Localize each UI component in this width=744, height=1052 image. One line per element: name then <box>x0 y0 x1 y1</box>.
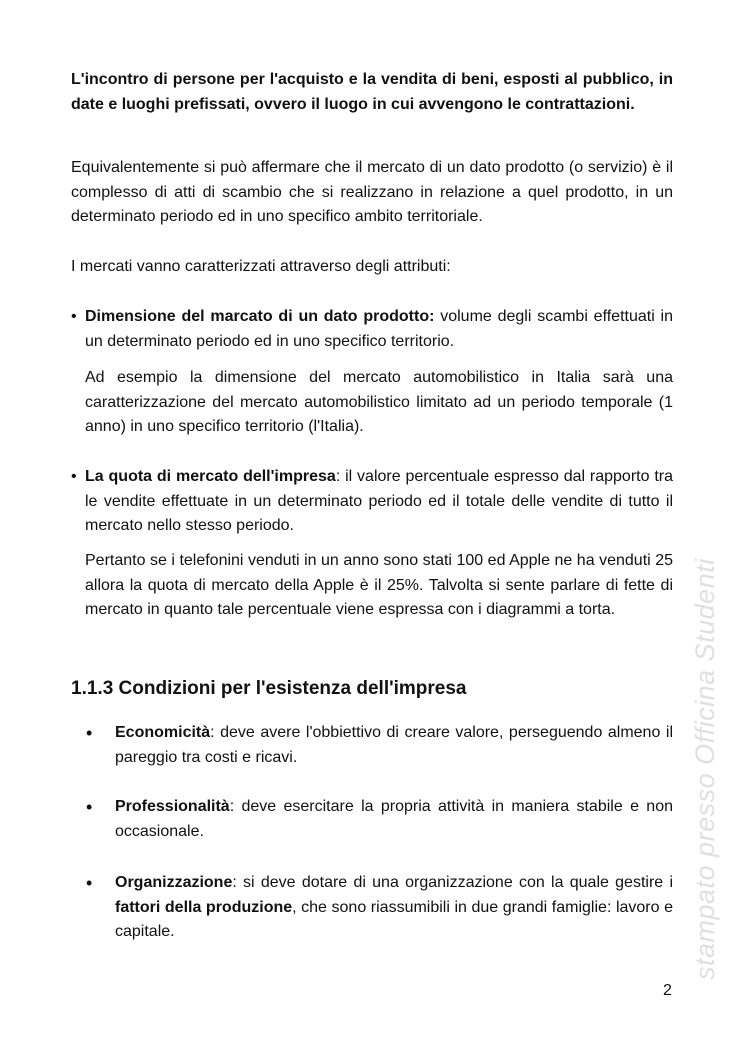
page-number: 2 <box>663 982 672 999</box>
attribute-item-dimension <box>85 305 673 354</box>
attribute-term: La quota di mercato dell'impresa <box>85 468 336 485</box>
condition-text: : si deve dotare di una organizzazione con la quale gestire i <box>232 874 673 891</box>
condition-term: Organizzazione <box>115 874 233 891</box>
bullet-icon: • <box>71 308 77 325</box>
condition-item-professionalita <box>115 795 673 844</box>
attribute-text: : il valore percentuale espresso dal rapporto tra le vendite effettuate in un determinato periodo ed il totale delle vendite di tutto il mercato nello stesso periodo. <box>85 468 674 534</box>
condition-text: : deve avere l'obbiettivo di creare valore, perseguendo almeno il pareggio tra costi e ricavi. <box>115 724 673 766</box>
condition-item-organizzazione <box>115 871 673 945</box>
bullet-icon: • <box>86 723 93 743</box>
condition-item-economicita <box>115 721 673 770</box>
attribute-example-dimension: Ad esempio la dimensione del mercato automobilistico in Italia sarà una caratterizzazione del mercato automobilistico limitato ad un periodo temporale (1 anno) in uno specifico territorio (l'Italia). <box>85 369 673 435</box>
attribute-term: Dimensione del marcato di un dato prodotto: <box>85 308 435 325</box>
attributes-lead: I mercati vanno caratterizzati attraverso degli attributi: <box>71 258 451 275</box>
market-equivalence-paragraph: Equivalentemente si può affermare che il mercato di un dato prodotto (o servizio) è il complesso di atti di scambio che si realizzano in relazione a quel prodotto, in un determinato periodo ed in uno specifico ambito territoriale. <box>71 159 673 225</box>
attribute-text: volume degli scambi effettuati in un determinato periodo ed in uno specifico territorio. <box>85 308 674 350</box>
condition-term: Professionalità <box>115 798 230 815</box>
attribute-example-market-share: Pertanto se i telefonini venduti in un anno sono stati 100 ed Apple ne ha venduti 25 allora la quota di mercato della Apple è il 25%. Talvolta si sente parlare di fette di mercato in quanto tale percentuale viene espressa con i diagrammi a torta. <box>85 552 673 618</box>
condition-text: : deve esercitare la propria attività in maniera stabile e non occasionale. <box>115 798 673 840</box>
section-heading: 1.1.3 Condizioni per l'esistenza dell'impresa <box>71 678 467 699</box>
attribute-item-market-share <box>85 465 673 539</box>
condition-text-secondary: , che sono riassumibili in due grandi famiglie: lavoro e capitale. <box>115 898 674 940</box>
bullet-icon: • <box>86 873 93 893</box>
condition-term-secondary: fattori della produzione <box>115 898 293 916</box>
bullet-icon: • <box>71 468 77 485</box>
watermark: stampato presso Officina Studenti <box>690 558 720 980</box>
market-definition: L'incontro di persone per l'acquisto e la vendita di beni, esposti al pubblico, in date e luoghi prefissati, ovvero il luogo in cui avvengono le contrattazioni. <box>71 71 673 113</box>
condition-term: Economicità <box>115 724 211 741</box>
bullet-icon: • <box>86 797 93 817</box>
